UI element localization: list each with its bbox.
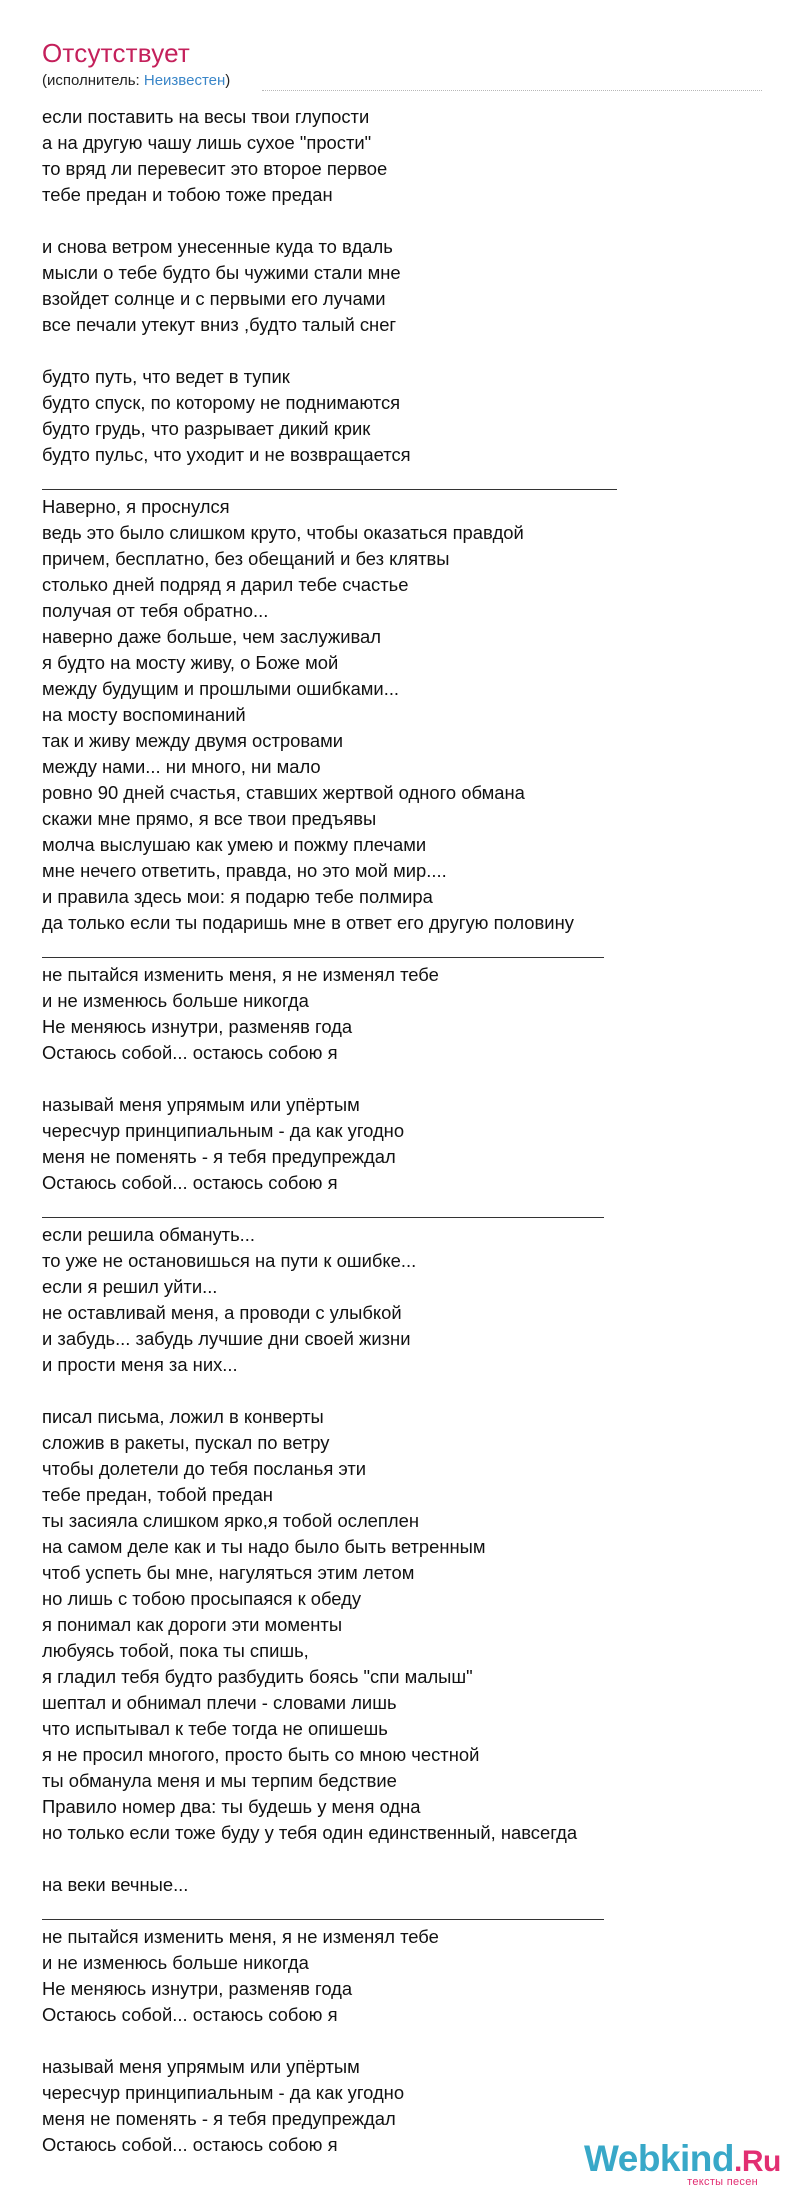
- lyric-line: называй меня упрямым или упёртым: [42, 1094, 360, 1115]
- lyric-line: скажи мне прямо, я все твои предъявы: [42, 808, 377, 829]
- lyric-line: причем, бесплатно, без обещаний и без клятвы: [42, 548, 450, 569]
- lyric-line: молча выслушаю как умею и пожму плечами: [42, 834, 427, 855]
- blank-line: [42, 208, 762, 234]
- blank-line: [42, 2028, 762, 2054]
- lyric-line: не пытайся изменить меня, я не изменял тебе: [42, 1926, 439, 1947]
- separator-line: [42, 1196, 604, 1218]
- lyric-line: наверно даже больше, чем заслуживал: [42, 626, 382, 647]
- section-separator: [42, 1196, 762, 1222]
- lyric-line: но только если тоже буду у тебя один единственный, навсегда: [42, 1822, 578, 1843]
- song-title: Отсутствует: [42, 38, 191, 68]
- lyric-line: я понимал как дороги эти моменты: [42, 1614, 343, 1635]
- lyric-line: все печали утекут вниз ,будто талый снег: [42, 314, 397, 335]
- lyric-line: ты засияла слишком ярко,я тобой ослеплен: [42, 1510, 419, 1531]
- lyrics-body: [42, 104, 762, 2158]
- separator-line: [42, 468, 617, 490]
- separator-line: [42, 936, 604, 958]
- lyric-line: тебе предан, тобой предан: [42, 1484, 273, 1505]
- section-separator: [42, 936, 762, 962]
- lyric-line: Не меняюсь изнутри, разменяв года: [42, 1016, 353, 1037]
- lyric-line: Наверно, я проснулся: [42, 496, 230, 517]
- logo-tagline: тексты песен: [687, 2176, 758, 2188]
- lyric-line: что испытывал к тебе тогда не опишешь: [42, 1718, 388, 1739]
- lyric-line: будто спуск, по которому не поднимаются: [42, 392, 401, 413]
- lyric-line: а на другую чашу лишь сухое "прости": [42, 132, 372, 153]
- lyric-line: Остаюсь собой... остаюсь собою я: [42, 2004, 338, 2025]
- lyric-line: Не меняюсь изнутри, разменяв года: [42, 1978, 353, 1999]
- lyric-line: Остаюсь собой... остаюсь собою я: [42, 2134, 338, 2155]
- lyric-line: будто путь, что ведет в тупик: [42, 366, 290, 387]
- lyric-line: но лишь с тобою просыпаяся к обеду: [42, 1588, 362, 1609]
- lyric-line: писал письма, ложил в конверты: [42, 1406, 324, 1427]
- lyric-line: меня не поменять - я тебя предупреждал: [42, 1146, 396, 1167]
- lyric-line: называй меня упрямым или упёртым: [42, 2056, 360, 2077]
- header-divider: [262, 90, 762, 91]
- lyric-line: меня не поменять - я тебя предупреждал: [42, 2108, 396, 2129]
- lyric-line: взойдет солнце и с первыми его лучами: [42, 288, 386, 309]
- blank-line: [42, 1846, 762, 1872]
- lyric-line: любуясь тобой, пока ты спишь,: [42, 1640, 309, 1661]
- lyric-line: и прости меня за них...: [42, 1354, 238, 1375]
- artist-line: [42, 73, 230, 88]
- lyric-line: и правила здесь мои: я подарю тебе полмира: [42, 886, 433, 907]
- lyric-line: чересчур принципиальным - да как угодно: [42, 2082, 405, 2103]
- lyric-line: я будто на мосту живу, о Боже мой: [42, 652, 339, 673]
- lyric-line: если я решил уйти...: [42, 1276, 218, 1297]
- artist-suffix: ): [225, 72, 231, 89]
- lyric-line: не оставливай меня, а проводи с улыбкой: [42, 1302, 402, 1323]
- lyric-line: если поставить на весы твои глупости: [42, 106, 370, 127]
- lyric-line: шептал и обнимал плечи - словами лишь: [42, 1692, 397, 1713]
- artist-link[interactable]: Неизвестен: [143, 72, 226, 89]
- lyric-line: между будущим и прошлыми ошибками...: [42, 678, 400, 699]
- lyric-line: и не изменюсь больше никогда: [42, 1952, 309, 1973]
- lyric-line: не пытайся изменить меня, я не изменял тебе: [42, 964, 439, 985]
- lyric-line: я гладил тебя будто разбудить боясь "спи малыш": [42, 1666, 473, 1687]
- lyric-line: если решила обмануть...: [42, 1224, 256, 1245]
- lyric-line: чтобы долетели до тебя посланья эти: [42, 1458, 367, 1479]
- section-separator: [42, 468, 762, 494]
- lyric-line: тебе предан и тобою тоже предан: [42, 184, 333, 205]
- lyric-line: будто пульс, что уходит и не возвращается: [42, 444, 411, 465]
- lyric-line: мысли о тебе будто бы чужими стали мне: [42, 262, 401, 283]
- lyric-line: ровно 90 дней счастья, ставших жертвой одного обмана: [42, 782, 525, 803]
- lyric-line: будто грудь, что разрывает дикий крик: [42, 418, 371, 439]
- lyric-line: получая от тебя обратно...: [42, 600, 269, 621]
- blank-line: [42, 338, 762, 364]
- lyric-line: то уже не остановишься на пути к ошибке...: [42, 1250, 417, 1271]
- lyric-line: я не просил многого, просто быть со мною честной: [42, 1744, 480, 1765]
- lyric-line: ведь это было слишком круто, чтобы оказаться правдой: [42, 522, 524, 543]
- lyric-line: мне нечего ответить, правда, но это мой мир....: [42, 860, 447, 881]
- lyric-line: то вряд ли перевесит это второе первое: [42, 158, 388, 179]
- lyric-line: сложив в ракеты, пускал по ветру: [42, 1432, 330, 1453]
- blank-line: [42, 1378, 762, 1404]
- lyric-line: чересчур принципиальным - да как угодно: [42, 1120, 405, 1141]
- lyric-line: столько дней подряд я дарил тебе счастье: [42, 574, 409, 595]
- lyric-line: между нами... ни много, ни мало: [42, 756, 321, 777]
- lyric-line: Правило номер два: ты будешь у меня одна: [42, 1796, 421, 1817]
- lyric-line: и не изменюсь больше никогда: [42, 990, 309, 1011]
- lyric-line: и снова ветром унесенные куда то вдаль: [42, 236, 393, 257]
- lyric-line: чтоб успеть бы мне, нагуляться этим летом: [42, 1562, 415, 1583]
- lyric-line: Остаюсь собой... остаюсь собою я: [42, 1172, 338, 1193]
- logo-wordmark: [584, 2140, 781, 2177]
- logo-brand: Webkind: [584, 2138, 734, 2179]
- logo-domain: .Ru: [734, 2145, 781, 2178]
- blank-line: [42, 1066, 762, 1092]
- lyric-line: так и живу между двумя островами: [42, 730, 344, 751]
- webkind-logo[interactable]: [584, 2140, 780, 2188]
- lyric-line: на веки вечные...: [42, 1874, 189, 1895]
- lyric-line: на мосту воспоминаний: [42, 704, 246, 725]
- lyric-line: и забудь... забудь лучшие дни своей жизни: [42, 1328, 411, 1349]
- lyric-line: Остаюсь собой... остаюсь собою я: [42, 1042, 338, 1063]
- separator-line: [42, 1898, 604, 1920]
- artist-prefix: (исполнитель:: [42, 72, 144, 89]
- lyric-line: на самом деле как и ты надо было быть ветренным: [42, 1536, 486, 1557]
- lyric-line: ты обманула меня и мы терпим бедствие: [42, 1770, 397, 1791]
- section-separator: [42, 1898, 762, 1924]
- lyric-line: да только если ты подаришь мне в ответ его другую половину: [42, 912, 574, 933]
